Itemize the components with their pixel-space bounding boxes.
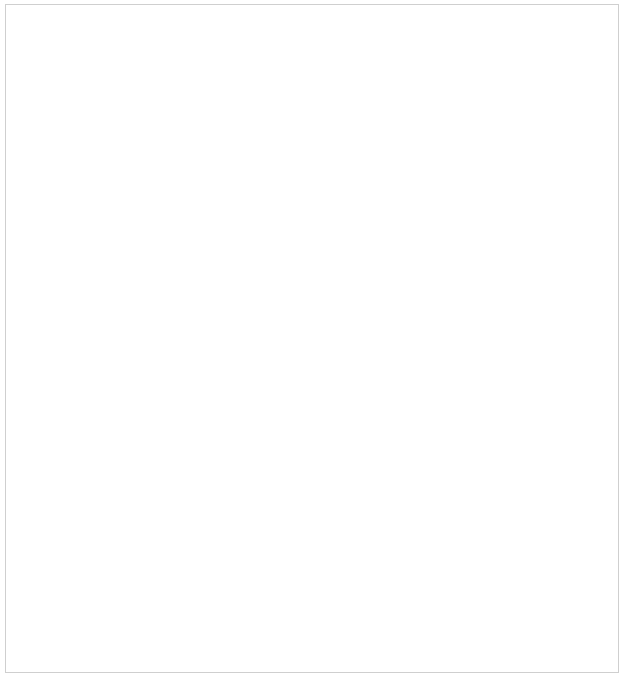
two-column-section: [60, 433, 570, 668]
